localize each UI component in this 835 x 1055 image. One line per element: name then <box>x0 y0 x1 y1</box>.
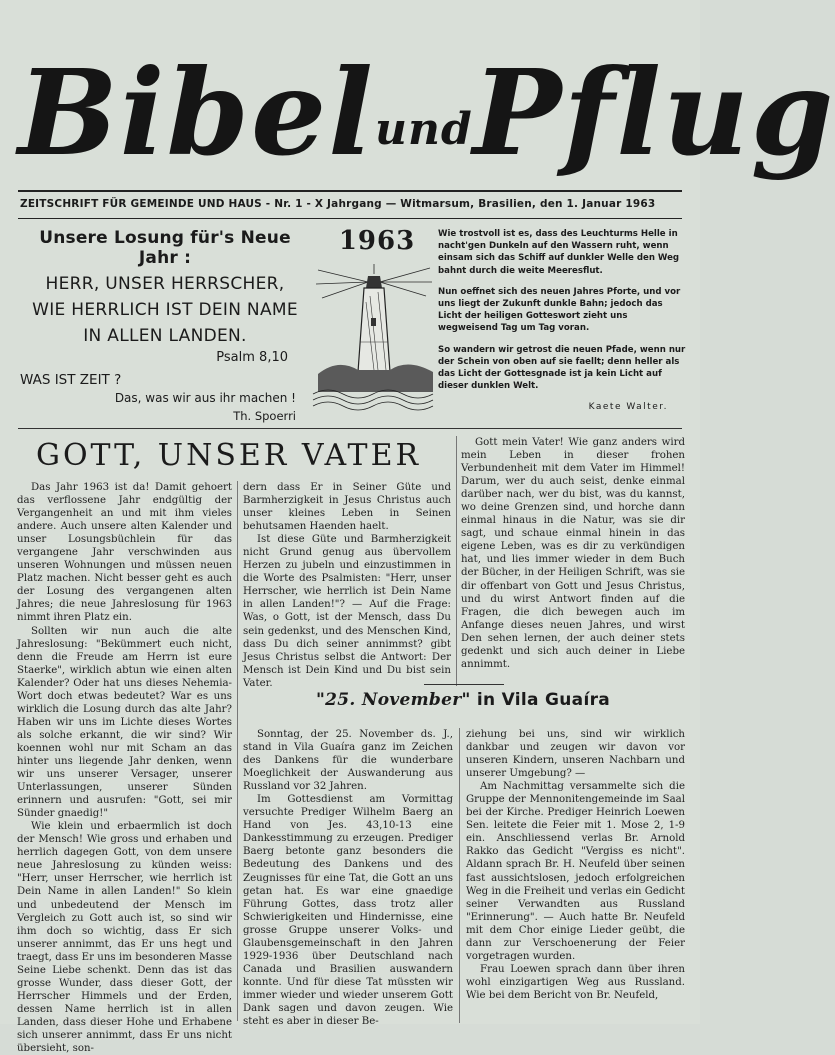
motto-line: WIE HERRLICH IST DEIN NAME <box>32 300 298 320</box>
column-rule <box>459 728 460 1023</box>
poem-stanza: Wie trostvoll ist es, dass des Leuchturms Helle in nacht'gen Dunkeln auf den Wassern ruht, wenn einsam sich das Schiff auf dunkler Welle den Weg bahnt durch die weite Meeresflut. <box>438 229 680 276</box>
short-rule <box>424 684 504 685</box>
year-motto <box>20 228 310 365</box>
article-paragraph: Gott mein Vater! Wie ganz anders wird mein Leben in dieser frohen Verbundenheit mit dem Vater im Himmel! Darum, wer du auch seist, denke einmal darüber nach, wer du bist, was du kannst, wo deine Grenzen sind, und horche dann einmal hinaus in die Natur, was sie dir sagt, und schaue einmal hinein in das eigene Leben, was es dir zu verkündigen hat, und lies immer wieder in dem Buch der Bücher, in der Heiligen Schrift, was sie dir offenbart von Gott und Jesus Christus, und du wirst Antwort finden auf die Fragen, die dich bewegen auch im Anfange dieses neuen Jahres, und wirst Den sehen lernen, der auch deiner stets gedenkt und sich auch deiner in Liebe annimmt. <box>461 437 685 670</box>
article-paragraph: Ist diese Güte und Barmherzigkeit nicht Grund genug aus übervollem Herzen zu jubeln und einzustimmen in die Worte des Psalmisten: "Herr, unser Herrscher, wie herrlich ist Dein Name in allen Landen!"? — Auf die Frage: Was, o Gott, ist der Mensch, dass Du sein gedenkst, und des Menschen Kind, dass Du dich seiner annimmst? gibt Jesus Christus selbst die Antwort: Der Mensch ist Dein Kind und Du bist sein Vater. <box>243 534 451 689</box>
article-paragraph: Das Jahr 1963 ist da! Damit gehoert das verflossene Jahr endgültig der Vergangenheit an und mit ihm vieles andere. Auch unsere alten Kalender und unser Losungsbüchlein für das vergangene Jahr verschwinden aus unseren Wohnungen und müssen neuen Platz machen. Nicht besser geht es auch der Losung des vergangenen alten Jahres; die neue Jahreslosung für 1963 nimmt ihren Platz ein. <box>17 482 232 624</box>
masthead-subline <box>18 190 682 219</box>
zeit-author: Th. Spoerri <box>233 409 296 423</box>
motto-heading: Unsere Losung für's Neue Jahr : <box>39 228 291 268</box>
title-bibel: Bibel <box>18 43 375 182</box>
motto-reference: Psalm 8,10 <box>216 350 288 365</box>
article-column <box>461 436 685 676</box>
zeit-answer: Das, was wir aus ihr machen ! <box>114 391 296 405</box>
article-column <box>466 728 685 1023</box>
column-rule <box>456 436 457 686</box>
title-pflug: Pflug <box>472 43 835 182</box>
poem-author: Kaete Walter. <box>588 402 668 413</box>
article-paragraph: dern dass Er in Seiner Güte und Barmherzigkeit in Jesus Christus auch unser kleines Leben in Seinen behutsamen Haenden haelt. <box>243 482 451 533</box>
article-headline: GOTT, UNSER VATER <box>36 438 422 473</box>
article-paragraph: ziehung bei uns, sind wir wirklich dankbar und zeugen wir davon vor unseren Kindern, unseren Nachbarn und unserer Umgebung? — <box>466 729 685 780</box>
section-divider <box>18 428 682 429</box>
article-column <box>17 481 232 1055</box>
subline-text: ZEITSCHRIFT FÜR GEMEINDE UND HAUS - Nr. 1 - X Jahrgang — Witmarsum, Brasilien, den 1. Januar 1963 <box>20 198 656 210</box>
motto-line: IN ALLEN LANDEN. <box>83 326 247 346</box>
article-column <box>243 728 453 1028</box>
newspaper-title <box>18 38 835 205</box>
second-headline <box>316 690 696 710</box>
article-paragraph: Am Nachmittag versammelte sich die Gruppe der Mennonitengemeinde im Saal bei der Kirche. Prediger Heinrich Loewen Sen. leitete die Feier mit 1. Mose 2, 1-9 ein. Anschliessend verlas Br. Arnold Rakko das Gedicht "Vergiss es nicht". Aldann sprach Br. H. Neufeld über seinen fast aussichtslosen, jedoch erfolgreichen Weg in die Freiheit und verlas ein Gedicht seiner Verwandten aus Russland "Erinnerung". — Auch hatte Br. Neufeld mit dem Chor einige Lieder geübt, die dann zur Verschoenerung der Feier vorgetragen wurden. <box>466 781 685 962</box>
article-paragraph: Wie klein und erbaermlich ist doch der Mensch! Wie gross und erhaben und herrlich dagegen Gott, von dem unsere neue Jahreslosung zu künden weiss: "Herr, unser Herrscher, wie herrlich ist Dein Name in allen Landen!" So klein und unbedeutend der Mensch im Vergleich zu Gott auch ist, so sind wir ihm doch so wichtig, dass Er sich unserer annimmt, das Er uns hegt und traegt, dass Er uns im besonderen Masse Seine Liebe schenkt. Denn das ist das grosse Wunder, dass dieser Gott, der Herrscher Himmels und der Erden, dessen Name herrlich ist in allen Landen, dass dieser Hohe und Erhabene sich unserer annimmt, dass Er uns nicht übersieht, son- <box>17 821 232 1055</box>
motto-line: HERR, UNSER HERRSCHER, <box>45 274 285 294</box>
zeit-question: WAS IST ZEIT ? <box>20 372 122 388</box>
column-rule <box>237 481 238 1021</box>
poem <box>438 228 686 414</box>
poem-stanza: Nun oeffnet sich des neuen Jahres Pforte, und vor uns liegt der Zukunft dunkle Bahn; jedoch das Licht der heiligen Gotteswort zieht uns wegweisend Tag um Tag voran. <box>438 286 681 334</box>
article-paragraph: Sonntag, der 25. November ds. J., stand in Vila Guaíra ganz im Zeichen des Dankens für die wunderbare Moeglichkeit der Auswanderung aus Russland vor 32 Jahren. <box>243 729 453 793</box>
article-paragraph: Im Gottesdienst am Vormittag versuchte Prediger Wilhelm Baerg an Hand von Jes. 43,10-13 eine Dankesstimmung zu erzeugen. Prediger Baerg betonte ganz besonders die Bedeutung des Dankens und des Zeugnisses für eine Tat, die Gott an uns getan hat. Es war eine gnaedige Führung Gottes, dass trotz aller Schwierigkeiten und Hindernisse, eine grosse Gruppe unserer Volks- und Glaubensgemeinschaft in den Jahren 1929-1936 über Deutschland nach Canada und Brasilien auswandern konnte. Und für diese Tat müssten wir immer wieder und wieder unserem Gott Dank sagen und davon zeugen. Wie steht es aber in dieser Be- <box>243 794 453 1028</box>
year-label: 1963 <box>338 226 416 256</box>
article-paragraph: Sollten wir nun auch die alte Jahreslosung: "Bekümmert euch nicht, denn die Freude am Herrn ist eure Staerke", wirklich abtun wie einen alten Kalender? Oder hat uns dieses Nehemia-Wort doch etwas bedeutet? War es uns wirklich die Losung durch das alte Jahr? Haben wir uns im Lichte dieses Wortes als solche erkannt, die wir sind? Wir koennen wohl nur mit Scham an das hinter uns liegende Jahr denken, wenn wir uns unserer Versager, unserer Unterlassungen, unserer Sünden erinnern und ausrufen: "Gott, sei mir Sünder gnaedig!" <box>17 625 232 820</box>
article-paragraph: Frau Loewen sprach dann über ihren wohl einzigartigen Weg aus Russland. Wie bei dem Bericht von Br. Neufeld, <box>466 963 685 1001</box>
article-column <box>243 481 451 689</box>
lighthouse-illustration <box>308 262 438 412</box>
headline-lead: "25. November" <box>316 690 471 710</box>
poem-stanza: So wandern wir getrost die neuen Pfade, wenn nur der Schein von oben auf sie faellt; denn heller als das Licht der Gottesgnade ist ja kein Licht auf dieser dunklen Welt. <box>438 344 686 392</box>
headline-rest: in Vila Guaíra <box>476 690 611 710</box>
masthead <box>18 38 835 190</box>
title-und: und <box>374 104 473 155</box>
